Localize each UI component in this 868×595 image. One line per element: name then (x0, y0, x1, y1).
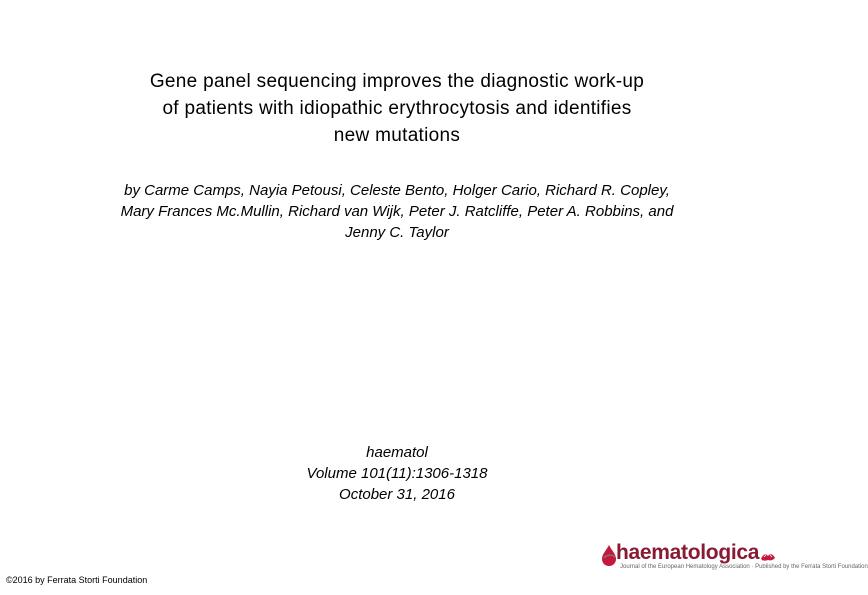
citation-block (197, 442, 597, 505)
logo-tagline: Journal of the European Hematology Association · Published by the Ferrata Storti Foundation (620, 564, 868, 570)
title-line-1: Gene panel sequencing improves the diagnostic work-up (149, 71, 645, 92)
copyright-notice: ©2016 by Ferrata Storti Foundation (6, 575, 148, 585)
logo-wordmark: haematologica (616, 541, 760, 564)
title-line-2: of patients with idiopathic erythrocytosis and identifies (162, 98, 632, 119)
hands-icon (760, 550, 776, 564)
publication-date: October 31, 2016 (339, 486, 455, 503)
authors-line-3: Jenny C. Taylor (345, 224, 449, 241)
volume-pages: Volume 101(11):1306-1318 (306, 465, 488, 482)
authors-line-1: by Carme Camps, Nayia Petousi, Celeste Bento, Holger Cario, Richard R. Copley, (124, 182, 670, 199)
haematologica-logo (600, 540, 868, 580)
author-list (30, 180, 764, 243)
title-line-3: new mutations (333, 125, 461, 146)
authors-line-2: Mary Frances Mc.Mullin, Richard van Wijk, Peter J. Ratcliffe, Peter A. Robbins, and (120, 203, 674, 220)
journal-name: haematol (366, 444, 428, 461)
slide-title (40, 68, 754, 149)
